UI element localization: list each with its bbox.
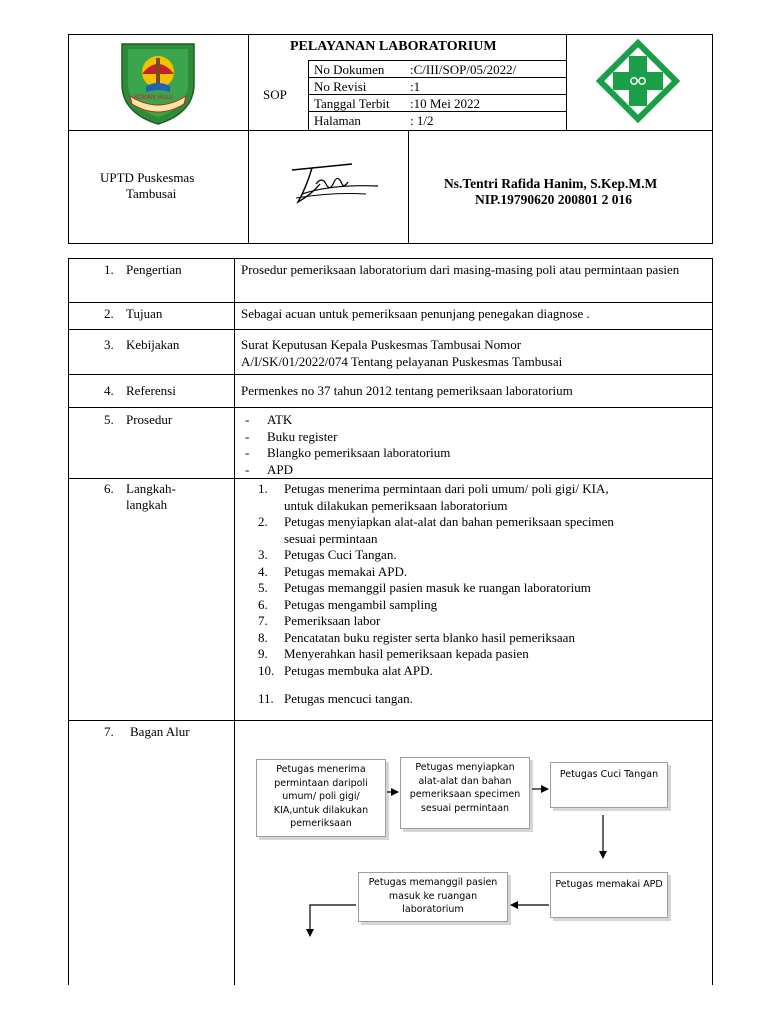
row-text-kebijakan-line2: A/I/SK/01/2022/074 Tentang pelayanan Puskesmas Tambusai <box>241 354 563 369</box>
step-text: Pencatatan buku register serta blanko hasil pemeriksaan <box>284 629 575 645</box>
step-number: 2. <box>258 514 268 529</box>
meta-label-tanggal-terbit: Tanggal Terbit <box>314 96 390 111</box>
meta-value-halaman: : 1/2 <box>410 113 434 128</box>
step-text: Menyerahkan hasil pemeriksaan kepada pasien <box>284 646 529 661</box>
row-num-prosedur: 5. <box>104 412 114 427</box>
row-num-bagan: 7. <box>104 724 114 739</box>
step-number: 3. <box>258 547 268 562</box>
org-name-line2: Tambusai <box>126 186 177 201</box>
org-name-line1: UPTD Puskesmas <box>100 170 195 185</box>
step-text: Petugas mengambil sampling <box>284 596 438 612</box>
row-label-langkah-line2: langkah <box>126 497 168 512</box>
prosedur-item: - Blangko pemeriksaan laboratorium <box>241 445 450 462</box>
step-text: Pemeriksaan labor <box>284 613 381 628</box>
signer-nip: NIP.19790620 200801 2 016 <box>475 192 633 207</box>
row-label-langkah-line1: Langkah- <box>126 481 176 496</box>
meta-value-no-dokumen: :C/III/SOP/05/2022/ <box>410 62 517 77</box>
step-number: 4. <box>258 563 268 579</box>
flow-box-cuci-tangan: Petugas Cuci Tangan <box>550 762 668 808</box>
sop-label: SOP <box>263 87 287 102</box>
step-number: 11. <box>258 691 274 706</box>
step-number: 1. <box>258 481 268 496</box>
row-label-referensi: Referensi <box>126 383 176 398</box>
meta-label-no-dokumen: No Dokumen <box>314 62 385 77</box>
signer-name: Ns.Tentri Rafida Hanim, S.Kep.M.M <box>444 176 658 191</box>
prosedur-item: - APD <box>241 462 450 479</box>
row-text-tujuan: Sebagai acuan untuk pemeriksaan penunjang penegakan diagnose . <box>241 306 590 321</box>
row-label-kebijakan: Kebijakan <box>126 337 180 352</box>
step-number: 5. <box>258 580 268 595</box>
step-number: 7. <box>258 613 268 628</box>
meta-label-no-revisi: No Revisi <box>314 79 367 94</box>
row-num-tujuan: 2. <box>104 306 114 321</box>
flow-box-siapkan-alat: Petugas menyiapkan alat-alat dan bahan pemeriksaan specimen sesuai permintaan <box>400 757 530 829</box>
step-text: Petugas memakai APD. <box>284 563 408 579</box>
flow-box-memakai-apd: Petugas memakai APD <box>550 872 668 918</box>
row-label-pengertian: Pengertian <box>126 262 182 277</box>
step-text: Petugas menerima permintaan dari poli umum/ poli gigi/ KIA, <box>284 481 609 496</box>
flow-box-panggil-pasien: Petugas memanggil pasien masuk ke ruangan laboratorium <box>358 872 508 922</box>
meta-value-no-revisi: :1 <box>410 79 421 94</box>
step-number: 10. <box>258 662 275 678</box>
prosedur-item: - Buku register <box>241 429 450 446</box>
step-text: Petugas memanggil pasien masuk ke ruangan laboratorium <box>284 580 591 595</box>
row-text-referensi: Permenkes no 37 tahun 2012 tentang pemeriksaan laboratorium <box>241 383 573 398</box>
row-label-tujuan: Tujuan <box>126 306 163 321</box>
row-num-langkah: 6. <box>104 481 114 496</box>
step-text: Petugas menyiapkan alat-alat dan bahan pemeriksaan specimen <box>284 514 614 529</box>
step-text: Petugas membuka alat APD. <box>284 662 433 678</box>
document-title: PELAYANAN LABORATORIUM <box>290 39 497 54</box>
step-text-cont: sesuai permintaan <box>284 530 378 546</box>
step-text-cont: untuk dilakukan pemeriksaan laboratorium <box>284 497 508 513</box>
step-number: 9. <box>258 646 268 661</box>
row-label-prosedur: Prosedur <box>126 412 173 427</box>
row-text-kebijakan-line1: Surat Keputusan Kepala Puskesmas Tambusai Nomor <box>241 337 522 352</box>
row-text-pengertian: Prosedur pemeriksaan laboratorium dari masing-masing poli atau permintaan pasien <box>241 262 680 277</box>
meta-label-halaman: Halaman <box>314 113 361 128</box>
row-num-pengertian: 1. <box>104 262 114 277</box>
flow-box-terima-permintaan: Petugas menerima permintaan daripoli umum/ poli gigi/ KIA,untuk dilakukan pemeriksaan <box>256 759 386 837</box>
meta-value-tanggal-terbit: :10 Mei 2022 <box>410 96 481 111</box>
crest-banner-text: ROKAN HULU <box>134 94 174 101</box>
step-number: 6. <box>258 596 268 612</box>
step-number: 8. <box>258 629 268 645</box>
row-num-referensi: 4. <box>104 383 114 398</box>
row-label-bagan: Bagan Alur <box>130 724 190 739</box>
row-num-kebijakan: 3. <box>104 337 114 352</box>
step-text: Petugas mencuci tangan. <box>284 691 413 706</box>
prosedur-item: - ATK <box>241 412 450 429</box>
step-text: Petugas Cuci Tangan. <box>284 547 397 562</box>
